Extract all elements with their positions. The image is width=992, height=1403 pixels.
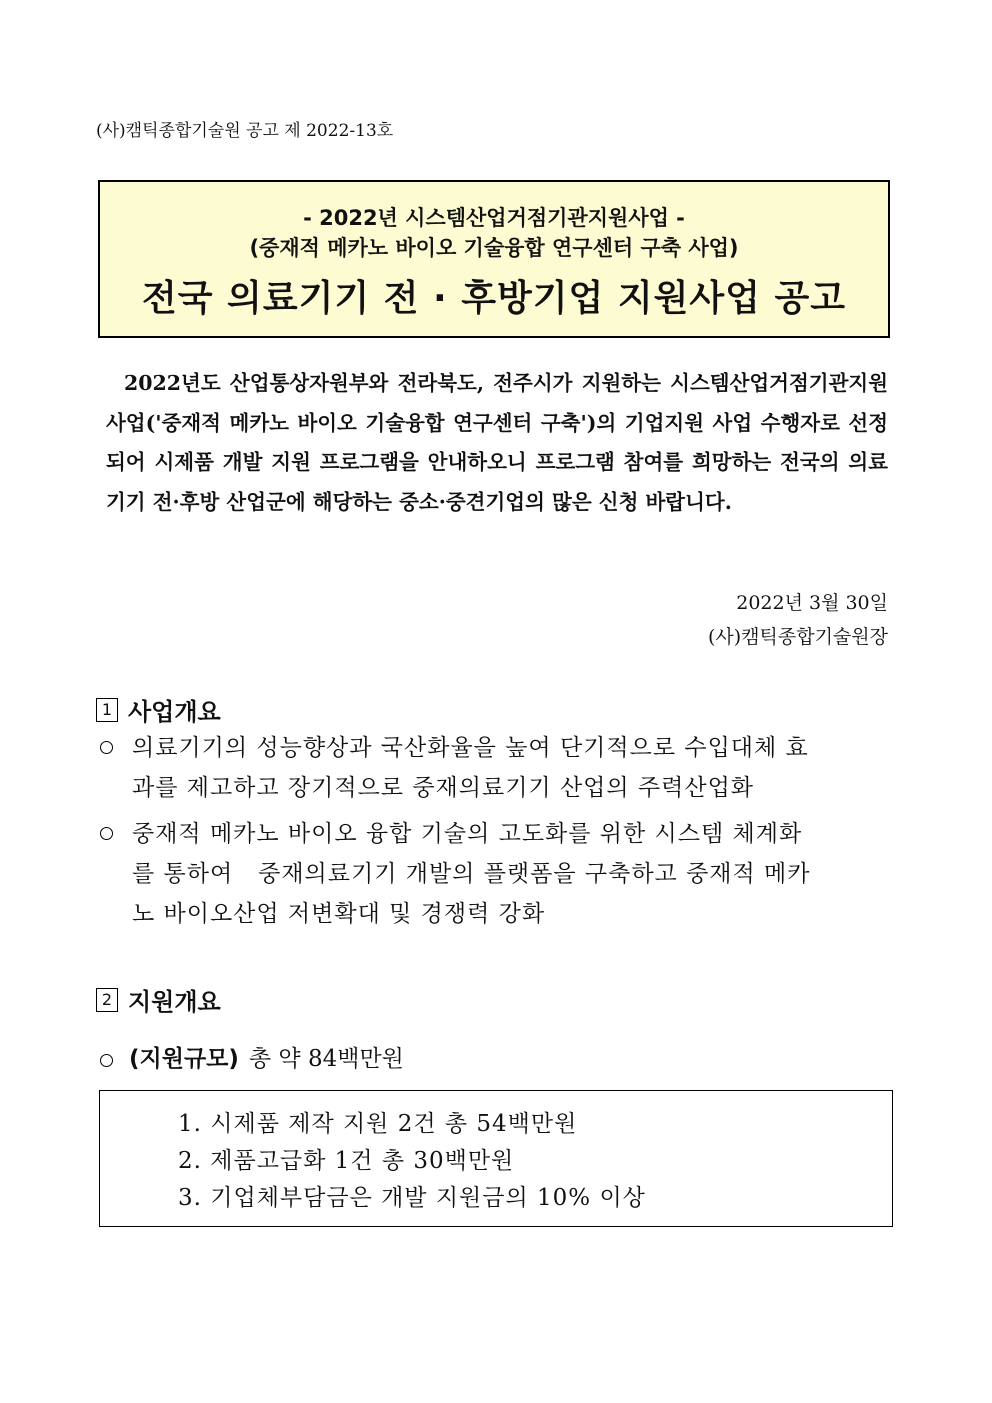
bullet-text-line: 의료기기의 성능향상과 국산화율을 높여 단기적으로 수입대체 효 xyxy=(132,735,809,761)
list-item xyxy=(96,728,896,808)
support-scale-label: (지원규모) xyxy=(129,1046,239,1072)
issuer-name: (사)캠틱종합기술원장 xyxy=(707,626,888,648)
section-number-box: 2 xyxy=(96,988,118,1012)
project-name: (중재적 메카노 바이오 기술융합 연구센터 구축 사업) xyxy=(249,236,739,260)
section-number-box: 1 xyxy=(96,698,118,722)
announcement-date: 2022년 3월 30일 xyxy=(736,592,888,614)
bullet-text-line: 를 통하여 중재의료기기 개발의 플랫폼을 구축하고 중재적 메카 xyxy=(132,861,811,887)
circle-bullet-icon xyxy=(100,741,113,754)
section-heading xyxy=(96,982,221,1017)
list-item xyxy=(96,814,896,934)
bullet-text-line: 중재적 메카노 바이오 융합 기술의 고도화를 위한 시스템 체계화 xyxy=(132,821,803,847)
section-title: 사업개요 xyxy=(128,698,221,726)
notice-number: (사)캠틱종합기술원 공고 제 2022-13호 xyxy=(96,121,394,141)
support-scale-value: 총 약 84백만원 xyxy=(248,1046,404,1072)
circle-bullet-icon xyxy=(100,827,113,840)
support-scale xyxy=(96,1040,404,1073)
title-box xyxy=(98,180,890,338)
section-title: 지원개요 xyxy=(128,988,221,1016)
bullet-text-line: 노 바이오산업 저변확대 및 경쟁력 강화 xyxy=(132,901,546,927)
page-title: 전국 의료기기 전 · 후방기업 지원사업 공고 xyxy=(141,278,847,319)
budget-item: 2. 제품고급화 1건 총 30백만원 xyxy=(178,1148,515,1174)
section-heading xyxy=(96,692,221,727)
program-name: - 2022년 시스템산업거점기관지원사업 - xyxy=(303,206,685,230)
intro-paragraph: 2022년도 산업통상자원부와 전라북도, 전주시가 지원하는 시스템산업거점기관지원사업('중재적 메카노 바이오 기술융합 연구센터 구축')의 기업지원 사업 수행자로 선정되어 시제품 개발 지원 프로그램을 안내하오니 프로그램 참여를 희망하는 전국의 의료기기 전·후방 산업군에 해당하는 중소·중견기업의 많은 신청 바랍니다. xyxy=(106,371,888,514)
budget-box xyxy=(99,1090,893,1227)
budget-item: 3. 기업체부담금은 개발 지원금의 10% 이상 xyxy=(178,1185,646,1211)
circle-bullet-icon xyxy=(100,1054,113,1067)
bullet-text-line: 과를 제고하고 장기적으로 중재의료기기 산업의 주력산업화 xyxy=(132,775,755,801)
budget-item: 1. 시제품 제작 지원 2건 총 54백만원 xyxy=(178,1111,578,1137)
